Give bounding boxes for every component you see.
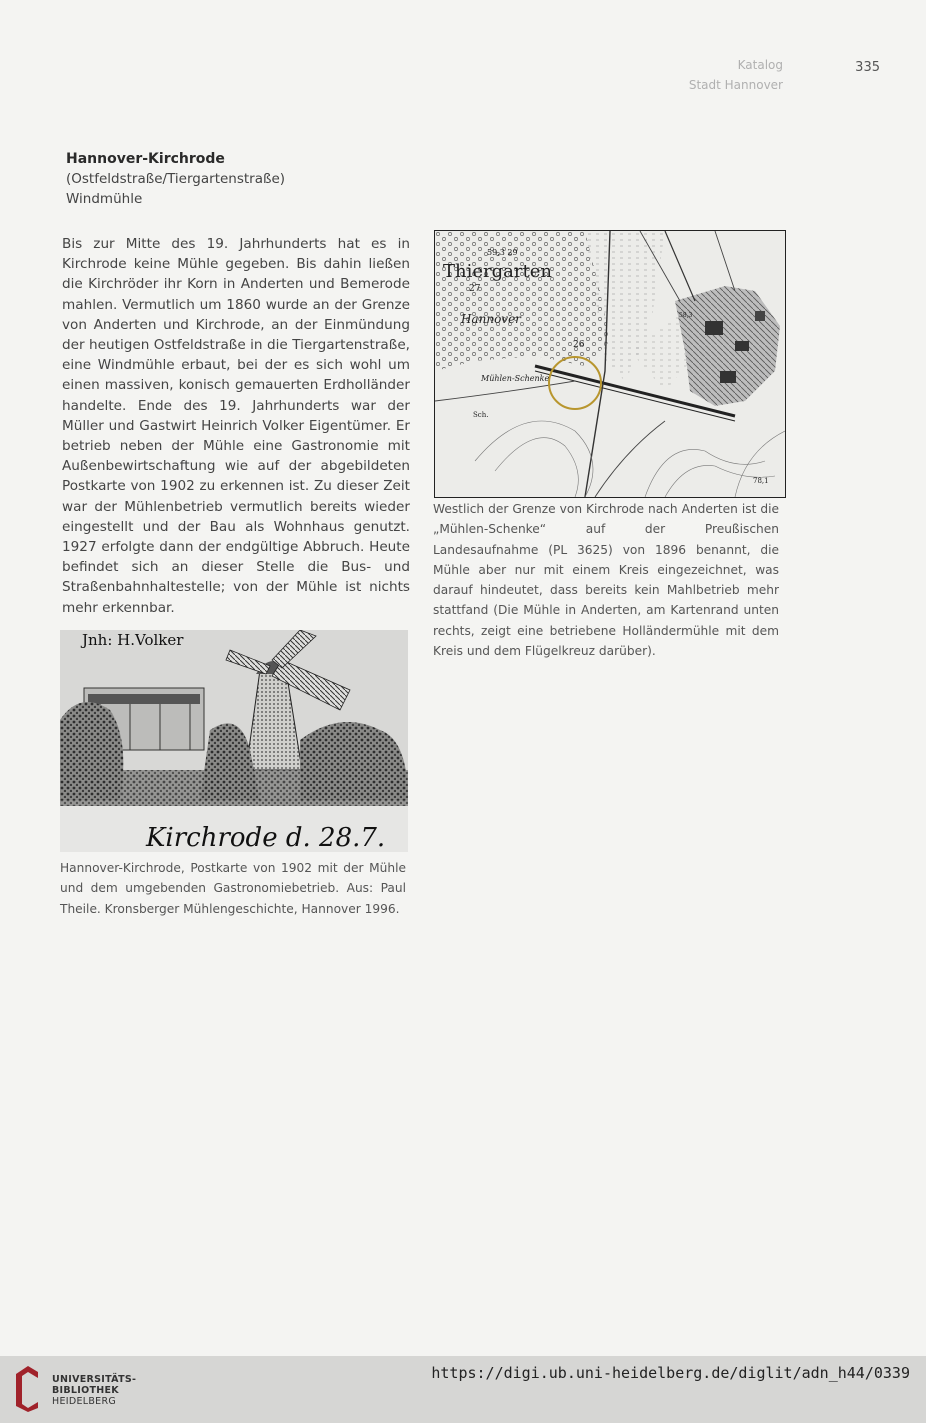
map-label-58: 58,3 [679,312,693,319]
library-logo-icon [12,1364,42,1412]
postcard-image [60,630,408,852]
postcard-owner-text: Jnh: H.Volker [82,631,184,649]
library-name-line2: BIBLIOTHEK [52,1385,119,1396]
footer-bar [0,1356,926,1423]
map-label-29: 59,3 29 [487,248,518,257]
map-label-sch: Sch. [473,411,489,419]
postcard-handwriting: Kirchrode d. 28.7. [146,823,386,852]
map-label-26: 26 [573,340,585,350]
map-label-muehlen: Mühlen-Schenke [481,374,550,383]
historic-map [434,230,786,498]
map-label-27: 27 [469,284,481,294]
entry-body: Bis zur Mitte des 19. Jahrhunderts hat es in Kirchrode keine Mühle gegeben. Bis dahin ließen die Kirchröder ihr Korn in Anderten und Bemerode mahlen. Vermutlich um 1860 wurde an der Grenze von Anderten und Kirchrode, an der Einmündung der heutigen Ostfeldstraße in die Tiergartenstraße, eine Windmühle erbaut, bei der es sich wohl um einen massiven, konisch gemauerten Erdholländer handelte. Ende des 19. Jahrhunderts war der Müller und Gastwirt Heinrich Volker Eigentümer. Er betrieb neben der Mühle eine Gastronomie mit Außenbewirtschaftung wie auf der abgebildeten Postkarte von 1902 zu erkennen ist. Zu dieser Zeit war der Mühlenbetrieb vermutlich bereits wieder eingestellt und der Bau als Wohnhaus genutzt. 1927 erfolgte dann der endgültige Abbruch. Heute befindet sich an dieser Stelle die Bus- und Straßenbahnhaltestelle; von der Mühle ist nichts mehr erkennbar. [62,236,410,616]
library-name-line1: UNIVERSITÄTS- [52,1374,137,1385]
entry-streets: (Ostfeldstraße/Tiergartenstraße) [66,171,286,187]
postcard-drawing [60,630,408,852]
header-section: Katalog [737,58,783,72]
entry-type: Windmühle [66,191,143,207]
source-url-link[interactable]: https://digi.ub.uni-heidelberg.de/diglit/adn_h44/0339 [431,1364,910,1382]
page-number: 335 [855,60,880,75]
map-caption: Westlich der Grenze von Kirchrode nach Anderten ist die „Mühlen-Schenke“ auf der Preußischen Landesaufnahme (PL 3625) von 1896 benannt, die Mühle aber nur mit einem Kreis eingezeichnet, was darauf hindeutet, dass bereits kein Mahlbetrieb mehr stattfand (Die Mühle in Anderten, am Kartenrand unten rechts, zeigt eine betriebene Holländermühle mit dem Kreis und dem Flügelkreuz darüber). [433,502,779,659]
map-label-78: 78,1 [753,477,769,485]
postcard-caption: Hannover-Kirchrode, Postkarte von 1902 mit der Mühle und dem umgebenden Gastronomiebetrieb. Aus: Paul Theile. Kronsberger Mühlengeschichte, Hannover 1996. [60,861,406,916]
map-drawing [435,231,785,497]
entry-title: Hannover-Kirchrode [66,151,225,167]
library-name-line3: HEIDELBERG [52,1396,117,1407]
header-city: Stadt Hannover [688,78,783,92]
map-label-tiergarten: Thiergarten [443,261,552,282]
map-label-hannover: Hannover [461,312,521,326]
